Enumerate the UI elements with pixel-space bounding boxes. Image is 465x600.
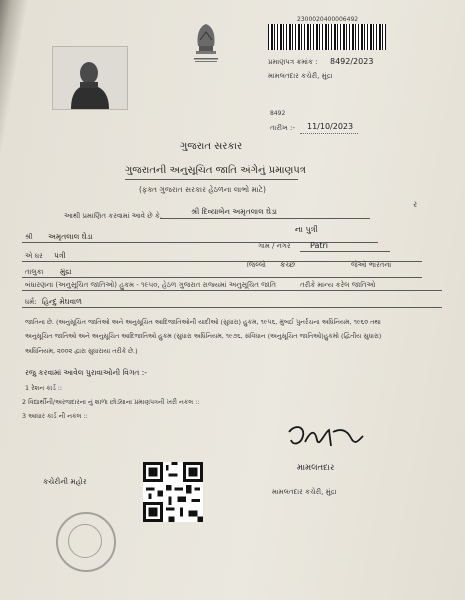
document-item-2: 2 વિદ્યાર્થીની/અરજદારના નું શાળા છોડ્યાના પ્રમાણપત્રની ખરી નકલ ::	[22, 398, 200, 406]
district-value: કચ્છ	[280, 260, 296, 269]
caste-underline	[22, 290, 442, 291]
village-label: ગામ / નગર	[258, 242, 291, 250]
taluka-label: તાલુકા	[25, 268, 44, 276]
legal-para-3: અધિનિયમ, ૨૦૦૨ દ્વારા સુધારાયા તરીકે છે.)	[25, 347, 138, 355]
legal-para-2: અનુસૂચિત જાતિઓ અને અનુસૂચિત આદિજાતિઓ હુકમ (સુધારા અધિનિયમ, ૧૯૭૬, સંવિધાન (અનુસૂચિત જાતિઓ)હુકમો (દ્વિતીય સુધારા)	[25, 332, 382, 340]
father-name: અમૃતલાલ ઘેડા	[48, 232, 93, 241]
date-label: તારીખ :-	[270, 124, 295, 132]
barcode-number: 2300020400006492	[297, 16, 359, 23]
corner-mark: ર	[413, 200, 418, 209]
applicant-photo	[52, 46, 128, 110]
taluka-underline	[22, 277, 422, 278]
father-prefix: શ્રી	[25, 233, 33, 241]
title-underline	[125, 179, 298, 180]
religion-value: હિન્દુ મેઘવાળ	[42, 297, 82, 306]
date-rule	[300, 133, 358, 134]
applicant-name: શ્રી દિવ્યાબેન અમૃતલાલ ઘેડા	[191, 207, 277, 216]
national-emblem-icon	[186, 18, 226, 70]
signature-icon	[285, 422, 365, 460]
religion-label: ધર્મ:	[25, 298, 37, 306]
relation-suffix: ના પુત્રી	[295, 225, 318, 234]
state-label: જેઓ ભારતના	[351, 261, 392, 269]
district-label: જિલ્લો	[247, 261, 266, 269]
office-stamp-icon	[56, 512, 116, 572]
certificate-subtitle: (ફક્ત ગુજરાત સરકાર હેઠળના લાભો માટે)	[139, 185, 266, 194]
documents-heading: રજુ કરવામાં આવેલ પુરાવાઓની વિગત :-	[25, 368, 148, 377]
qr-code	[143, 462, 203, 522]
caste-tail: તરીકે માન્ય કરેલ જાતિઓ	[300, 281, 376, 289]
home-label: એ ઘર	[25, 252, 43, 260]
government-title: ગુજરાત સરકાર	[180, 141, 243, 152]
certificate-title: ગુજરાતની અનુસૂચિત જાતિ અંગેનું પ્રમાણપત્ર	[125, 165, 306, 176]
certificate-no-label: પ્રમાણપત્ર ક્રમાંક :	[268, 58, 318, 66]
office-line: મામલતદાર કચેરી, મુંદ્રા	[268, 72, 333, 80]
name-underline	[160, 218, 370, 219]
barcode	[268, 24, 386, 50]
home-value: પત્રી	[54, 251, 66, 260]
office-seal-label: કચેરીની મહોર	[43, 477, 87, 486]
document-item-1: 1 રેશન કાર્ડ ::	[25, 384, 63, 392]
legal-para-1: જાતિના છે. (અનુસૂચિત જાતિઓ અને અનુસૂચિત આદિજાતિઓની યાદીઓ (સુધારા) હુકમ, ૧૯૫૬, મુંબઈ પુનર્રચના અધિનિયમ, ૧૯૬૦ તથા	[25, 318, 381, 326]
issue-date: 11/10/2023	[307, 122, 354, 131]
certificate-no: 8492/2023	[330, 57, 374, 66]
signatory-title: મામલતદાર	[297, 463, 335, 473]
intro-text: આથી પ્રમાણિત કરવામાં આવે છે કે,	[64, 212, 163, 220]
village-underline	[300, 251, 390, 252]
taluka-value: મુંદ્રા	[60, 267, 72, 276]
village-value: Patri	[310, 241, 329, 250]
document-item-3: 3 આધાર કાર્ડ ની નકલ ::	[22, 412, 88, 420]
signatory-office: મામલતદાર કચેરી, મુંદ્રા	[272, 488, 337, 496]
serial-number: 8492	[270, 110, 286, 117]
religion-underline	[22, 307, 442, 308]
caste-line: બંધારણના (અનુસૂચિત જાતિઓ) હુકમ - ૧૯૫૦, હેઠળ ગુજરાત રાજ્યમાં અનુસૂચિત જાતિ	[25, 281, 277, 289]
